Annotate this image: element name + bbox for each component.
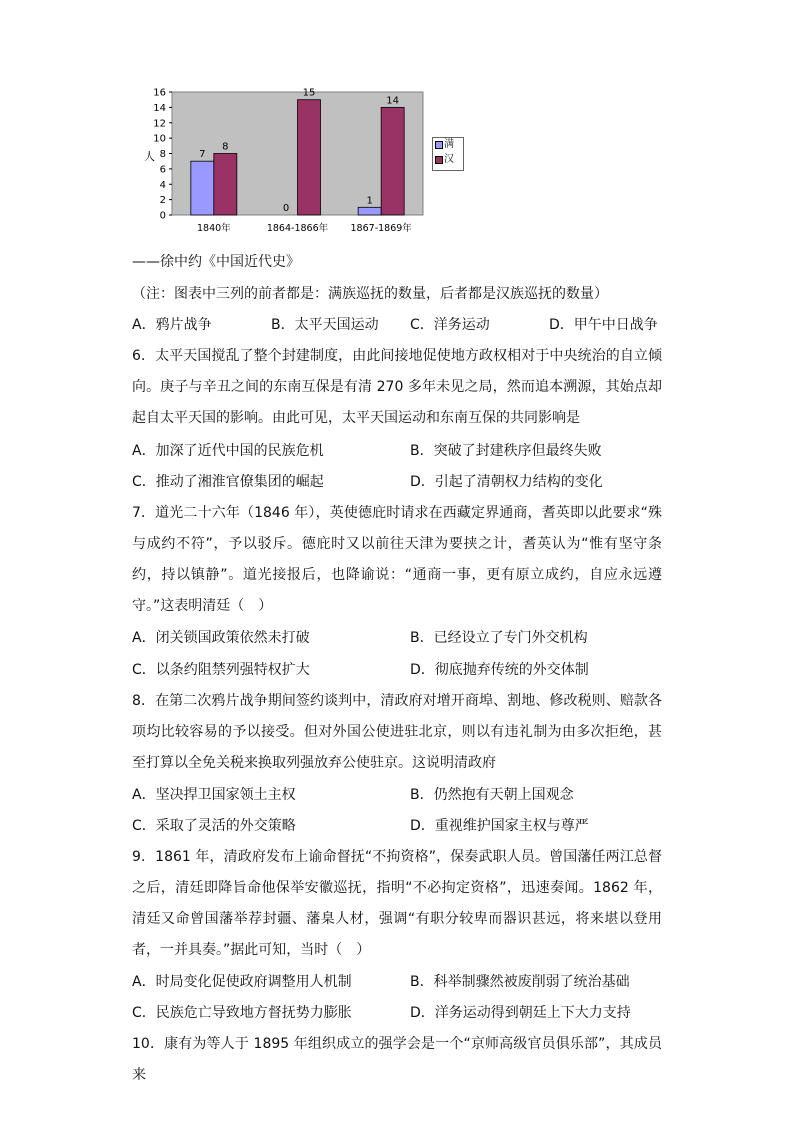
y-tick-label: 2	[159, 195, 166, 207]
bar-data-label: 7	[199, 149, 206, 161]
q7-option-c[interactable]: C．以条约阻禁列强特权扩大	[132, 662, 310, 678]
q6-option-c[interactable]: C．推动了湘淮官僚集团的崛起	[132, 474, 324, 490]
bar-data-label: 1	[366, 195, 373, 207]
q7-option-b[interactable]: B．已经设立了专门外交机构	[410, 630, 588, 646]
q7-option-d[interactable]: D．彻底抛弃传统的外交体制	[410, 662, 589, 678]
q8-stem: 8．在第二次鸦片战争期间签约谈判中，清政府对增开商埠、割地、修改税则、赔款各项均比较容易的予以接受。但对外国公使进驻北京，则以有违礼制为由多次拒绝，甚至打算以全免关税来换取列强放弃公使驻京。这说明清政府	[132, 693, 662, 771]
q5-option-b[interactable]: B．太平天国运动	[271, 317, 379, 333]
q6-stem: 6．太平天国搅乱了整个封建制度，由此间接地促使地方政权相对于中央统治的自立倾向。庚子与辛丑之间的东南互保是有清 270 多年未见之局，然而追本溯源，其始点却起自太平天国的影响。由此可见，太平天国运动和东南互保的共同影响是	[132, 348, 662, 426]
chart-note: （注：图表中三列的前者都是：满族巡抚的数量，后者都是汉族巡抚的数量）	[132, 286, 608, 302]
q5-option-c[interactable]: C．洋务运动	[410, 317, 490, 333]
y-tick-label: 14	[153, 102, 166, 114]
y-tick-label: 12	[153, 118, 166, 130]
q5-option-d[interactable]: D．甲午中日战争	[549, 317, 658, 333]
q9-option-a[interactable]: A．时局变化促使政府调整用人机制	[132, 974, 352, 990]
q5-options	[132, 315, 672, 335]
y-tick-label: 6	[159, 164, 166, 176]
bar-data-label: 0	[282, 203, 290, 214]
q6-option-a[interactable]: A．加深了近代中国的民族危机	[132, 443, 324, 459]
chart-source: ——徐中约《中国近代史》	[132, 254, 300, 270]
y-tick-label: 10	[153, 133, 166, 145]
x-tick-label: 1864-1866年	[266, 223, 329, 234]
bar-data-label: 8	[222, 141, 229, 153]
q9-options-row2	[132, 1003, 672, 1023]
q10-stem: 10．康有为等人于 1895 年组织成立的强学会是一个“京师高级官员俱乐部”，其成员来	[132, 1036, 662, 1083]
legend-swatch-han	[435, 156, 443, 164]
x-tick-label: 1867-1869年	[350, 223, 412, 234]
q9-option-d[interactable]: D．洋务运动得到朝廷上下大力支持	[410, 1005, 631, 1021]
q6-options-row1	[132, 441, 672, 461]
legend-swatch-manchu	[435, 141, 443, 149]
q9-options-row1	[132, 972, 672, 992]
bar-han	[298, 100, 321, 215]
q8-option-a[interactable]: A．坚决捍卫国家领土主权	[132, 787, 296, 803]
chart-legend-box	[432, 137, 464, 171]
bar-han	[214, 154, 237, 216]
y-tick-label: 8	[159, 149, 166, 160]
q5-option-a[interactable]: A．鸦片战争	[132, 317, 212, 333]
chart-legend	[430, 138, 431, 139]
bar-manchu	[358, 207, 381, 215]
q7-option-a[interactable]: A．闭关锁国政策依然未打破	[132, 630, 310, 646]
bar-chart	[132, 80, 442, 240]
q9-stem: 9．1861 年，清政府发布上谕命督抚“不拘资格”，保奏武职人员。曾国藩任两江总督之后，清廷即降旨命他保举安徽巡抚，指明“不必拘定资格”，迅速奏闻。1862 年，清廷又命曾国藩举荐封疆、藩臬人材，强调“有职分较卑而器识甚远，将来堪以登用者，一并具奏。”据此可知，当时（ ）	[132, 849, 662, 958]
q8-option-d[interactable]: D．重视维护国家主权与尊严	[410, 818, 589, 834]
q6-option-d[interactable]: D．引起了清朝权力结构的变化	[410, 474, 603, 490]
bar-data-label: 15	[302, 87, 316, 99]
q9-option-c[interactable]: C．民族危亡导致地方督抚势力膨胀	[132, 1005, 352, 1021]
q8-option-b[interactable]: B．仍然抱有天朝上国观念	[410, 787, 574, 803]
bar-data-label: 14	[386, 95, 400, 107]
legend-label-han: 汉	[444, 154, 454, 165]
q8-option-c[interactable]: C．采取了灵活的外交策略	[132, 818, 296, 834]
x-tick-label: 1840年	[196, 223, 231, 234]
q8-options-row1	[132, 785, 672, 805]
q7-options-row1	[132, 628, 672, 648]
legend-label-manchu: 满	[444, 139, 454, 150]
q6-option-b[interactable]: B．突破了封建秩序但最终失败	[410, 443, 602, 459]
q7-stem: 7．道光二十六年（1846 年），英使德庇时请求在西藏定界通商，耆英即以此要求“殊与成约不符”，予以驳斥。德庇时又以前往天津为要挟之计，耆英认为“惟有坚守条约，持以镇静”。道光接报后，也降谕说：“通商一事，更有原立成约，自应永远遵守。”这表明清廷（ ）	[132, 505, 662, 614]
y-tick-label: 16	[153, 87, 166, 99]
bar-manchu	[191, 161, 214, 215]
y-axis-label: 人	[144, 150, 155, 163]
q7-options-row2	[132, 660, 672, 680]
y-tick-label: 0	[159, 210, 166, 222]
q8-options-row2	[132, 816, 672, 836]
q6-options-row2	[132, 472, 672, 492]
bar-han	[381, 107, 404, 215]
y-tick-label: 4	[159, 179, 166, 191]
q9-option-b[interactable]: B．科举制骤然被废削弱了统治基础	[410, 974, 630, 990]
legend-item-manchu	[433, 138, 463, 153]
legend-item-han	[433, 153, 463, 168]
